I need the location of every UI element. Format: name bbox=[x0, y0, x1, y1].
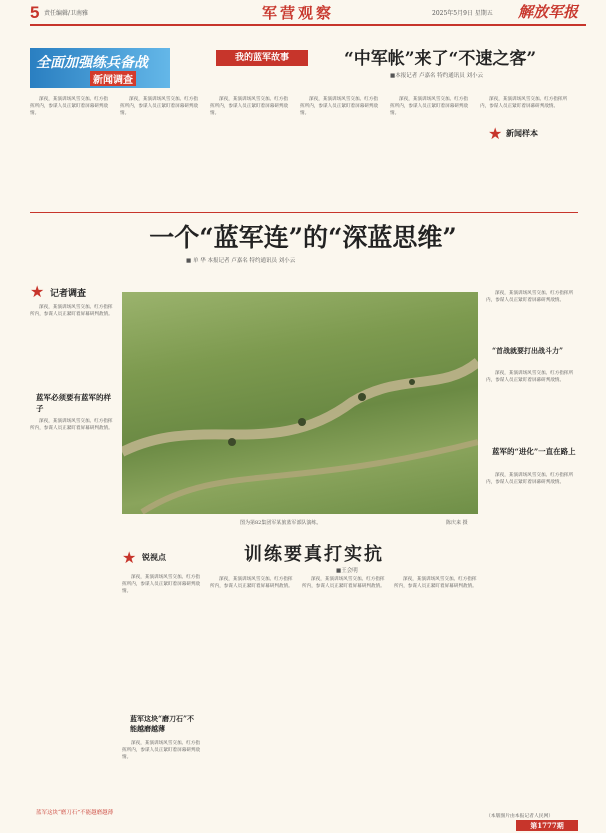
reporter-label-text: 记者调查 bbox=[50, 289, 87, 299]
star-icon: ★ bbox=[122, 548, 137, 567]
commentary-label-text: 锐视点 bbox=[142, 552, 166, 562]
issue-date: 2025年5月9日 星期五 bbox=[432, 10, 493, 17]
commentary-column: 深夜，某演训场风雪交加。红方指挥所内，参谋人员正紧盯着屏幕研判敌情。 bbox=[122, 575, 201, 595]
subhead: “首战就要打出战斗力” bbox=[492, 346, 564, 355]
divider bbox=[30, 212, 578, 213]
main-byline: ■ 单 华 本报记者 卢嘉名 特约通讯员 刘小云 bbox=[186, 258, 296, 264]
main-article-column: 深夜，某演训场风雪交加。红方指挥所内，参谋人员正紧盯着屏幕研判敌情。 bbox=[30, 305, 113, 318]
photo-caption: 图为第82集团军某旅蓝军部队演练。 bbox=[240, 520, 322, 526]
top-article-headline: “中军帐”来了“不速之客” bbox=[344, 49, 537, 69]
newspaper-logo: 解放军报 bbox=[518, 3, 579, 21]
main-article-column: 深夜，某演训场风雪交加。红方指挥所内，参谋人员正紧盯着屏幕研判敌情。 bbox=[486, 291, 574, 304]
main-photo bbox=[122, 292, 478, 514]
section-column: 深夜，某演训场风雪交加。红方指挥所内，参谋人员正紧盯着屏幕研判敌情。 bbox=[302, 577, 385, 590]
top-article-byline: ■本报记者 卢嘉名 特约通讯员 刘小云 bbox=[390, 73, 483, 79]
main-article-column: 深夜，某演训场风雪交加。红方指挥所内，参谋人员正紧盯着屏幕研判敌情。 bbox=[486, 473, 574, 486]
photo-credit: 陈庆来 摄 bbox=[446, 520, 468, 526]
footnote: （本版图片由本报记者人民网） bbox=[486, 814, 554, 819]
commentary-column: 深夜，某演训场风雪交加。红方指挥所内，参谋人员正紧盯着屏幕研判敌情。 bbox=[122, 741, 201, 761]
banner-subtitle: 新闻调查 bbox=[90, 71, 136, 86]
top-article-column: 深夜，某演训场风雪交加。红方指挥所内，参谋人员正紧盯着屏幕研判敌情。 bbox=[210, 97, 289, 117]
main-article-column: 深夜，某演训场风雪交加。红方指挥所内，参谋人员正紧盯着屏幕研判敌情。 bbox=[30, 419, 113, 432]
banner-title: 全面加强练兵备战 bbox=[36, 55, 148, 71]
subhead: 蓝军这块“磨刀石”不能越磨越薄 bbox=[36, 810, 114, 816]
subhead: 蓝军的“进化”一直在路上 bbox=[492, 447, 576, 456]
story-tag: 我的蓝军故事 bbox=[216, 50, 308, 66]
terrain-graphic bbox=[122, 292, 478, 514]
section-byline: ■王会明 bbox=[336, 568, 358, 574]
commentary-title: 蓝军这块“磨刀石”不能越磨越薄 bbox=[130, 714, 195, 733]
main-article-column: 深夜，某演训场风雪交加。红方指挥所内，参谋人员正紧盯着屏幕研判敌情。 bbox=[486, 371, 574, 384]
star-icon: ★ bbox=[30, 282, 45, 301]
top-article-column: 深夜，某演训场风雪交加。红方指挥所内，参谋人员正紧盯着屏幕研判敌情。 bbox=[120, 97, 199, 117]
section-title: 训练要真打实抗 bbox=[244, 544, 384, 565]
top-article-column: 深夜，某演训场风雪交加。红方指挥所内，参谋人员正紧盯着屏幕研判敌情。 bbox=[30, 97, 109, 117]
section-column: 深夜，某演训场风雪交加。红方指挥所内，参谋人员正紧盯着屏幕研判敌情。 bbox=[210, 577, 293, 590]
star-icon: ★ bbox=[488, 124, 503, 143]
issue-label: 第1777期 bbox=[516, 820, 578, 831]
section-name: 军营观察 bbox=[262, 4, 335, 22]
section-column: 深夜，某演训场风雪交加。红方指挥所内，参谋人员正紧盯着屏幕研判敌情。 bbox=[394, 577, 477, 590]
top-article-column: 深夜，某演训场风雪交加。红方指挥所内，参谋人员正紧盯着屏幕研判敌情。 bbox=[300, 97, 379, 117]
page-number: 5 bbox=[30, 3, 40, 22]
top-article-column: 深夜，某演训场风雪交加。红方指挥所内，参谋人员正紧盯着屏幕研判敌情。 bbox=[390, 97, 469, 117]
masthead bbox=[0, 0, 606, 24]
main-headline: 一个“蓝军连”的“深蓝思维” bbox=[149, 223, 457, 252]
subhead: 蓝军必须要有蓝军的样子 bbox=[36, 393, 111, 413]
sidebar-label-text: 新闻样本 bbox=[506, 128, 538, 138]
editor-name: 责任编辑/卫南雅 bbox=[44, 10, 89, 17]
masthead-rule bbox=[30, 24, 586, 26]
top-article-column: 深夜，某演训场风雪交加。红方指挥所内，参谋人员正紧盯着屏幕研判敌情。 bbox=[480, 97, 568, 110]
column-banner bbox=[30, 48, 170, 88]
